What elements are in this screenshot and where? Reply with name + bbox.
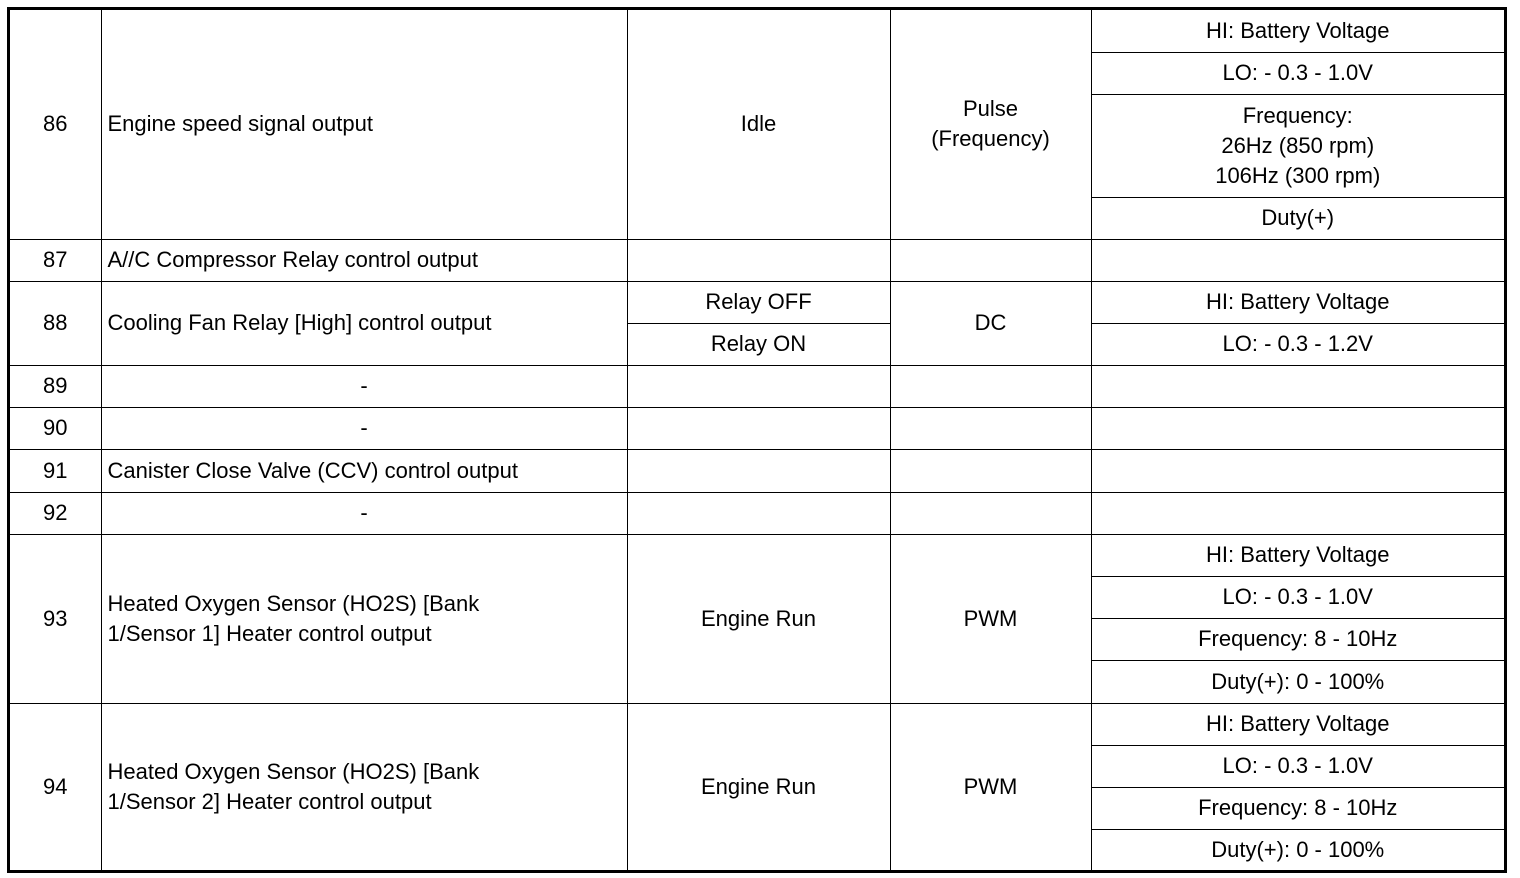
description-line: 1/Sensor 2] Heater control output bbox=[107, 788, 432, 814]
pin-condition bbox=[627, 407, 890, 449]
pin-condition: Engine Run bbox=[627, 703, 890, 870]
value-hi: HI: Battery Voltage bbox=[1091, 281, 1504, 323]
value-duty: Duty(+): 0 - 100% bbox=[1091, 829, 1504, 870]
pin-description bbox=[101, 703, 627, 870]
pin-number: 87 bbox=[10, 239, 101, 281]
pin-value bbox=[1091, 492, 1504, 534]
value-frequency bbox=[1091, 94, 1504, 197]
pin-number: 86 bbox=[10, 10, 101, 239]
pin-signal-type bbox=[890, 365, 1091, 407]
pin-signal-type bbox=[890, 239, 1091, 281]
value-hi: HI: Battery Voltage bbox=[1091, 10, 1504, 52]
pin-signal-type bbox=[890, 407, 1091, 449]
description-line: Heated Oxygen Sensor (HO2S) [Bank bbox=[107, 758, 480, 784]
signal-type-line: (Frequency) bbox=[931, 126, 1050, 152]
pin-condition: Engine Run bbox=[627, 534, 890, 703]
table-row-94 bbox=[10, 703, 1504, 745]
value-lo: LO: - 0.3 - 1.0V bbox=[1091, 745, 1504, 787]
table-row-93 bbox=[10, 534, 1504, 576]
pin-signal-type: DC bbox=[890, 281, 1091, 365]
description-line: Heated Oxygen Sensor (HO2S) [Bank bbox=[107, 590, 480, 616]
pin-description: - bbox=[101, 365, 627, 407]
frequency-value: 26Hz (850 rpm) bbox=[1221, 132, 1375, 158]
pin-number: 93 bbox=[10, 534, 101, 703]
pin-condition: Idle bbox=[627, 10, 890, 239]
value-lo: LO: - 0.3 - 1.0V bbox=[1091, 52, 1504, 94]
signal-type-line: Pulse bbox=[962, 96, 1019, 122]
description-line: 1/Sensor 1] Heater control output bbox=[107, 620, 432, 646]
pin-description bbox=[101, 534, 627, 703]
value-frequency: Frequency: 8 - 10Hz bbox=[1091, 787, 1504, 829]
pin-condition bbox=[627, 449, 890, 492]
pin-description: A//C Compressor Relay control output bbox=[101, 239, 627, 281]
pin-number: 92 bbox=[10, 492, 101, 534]
pin-description: - bbox=[101, 407, 627, 449]
value-hi: HI: Battery Voltage bbox=[1091, 703, 1504, 745]
pin-table-frame bbox=[7, 7, 1507, 873]
pin-condition-off: Relay OFF bbox=[627, 281, 890, 323]
value-lo: LO: - 0.3 - 1.0V bbox=[1091, 576, 1504, 618]
value-duty: Duty(+): 0 - 100% bbox=[1091, 660, 1504, 703]
pin-number: 90 bbox=[10, 407, 101, 449]
value-frequency: Frequency: 8 - 10Hz bbox=[1091, 618, 1504, 660]
pin-condition-on: Relay ON bbox=[627, 323, 890, 365]
pin-condition bbox=[627, 239, 890, 281]
pin-value bbox=[1091, 407, 1504, 449]
frequency-value: 106Hz (300 rpm) bbox=[1215, 162, 1381, 188]
table-row-89 bbox=[10, 365, 1504, 407]
pin-number: 91 bbox=[10, 449, 101, 492]
pin-value bbox=[1091, 449, 1504, 492]
table-row-91 bbox=[10, 449, 1504, 492]
pin-signal-type: PWM bbox=[890, 703, 1091, 870]
pin-value bbox=[1091, 239, 1504, 281]
pin-number: 94 bbox=[10, 703, 101, 870]
ecm-pin-table bbox=[10, 10, 1504, 871]
pin-value bbox=[1091, 365, 1504, 407]
pin-description: Cooling Fan Relay [High] control output bbox=[101, 281, 627, 365]
pin-signal-type bbox=[890, 492, 1091, 534]
pin-condition bbox=[627, 365, 890, 407]
pin-description: Engine speed signal output bbox=[101, 10, 627, 239]
pin-description: - bbox=[101, 492, 627, 534]
pin-number: 88 bbox=[10, 281, 101, 365]
value-duty: Duty(+) bbox=[1091, 197, 1504, 239]
table-row-88 bbox=[10, 281, 1504, 323]
pin-signal-type: PWM bbox=[890, 534, 1091, 703]
value-lo: LO: - 0.3 - 1.2V bbox=[1091, 323, 1504, 365]
pin-signal-type bbox=[890, 449, 1091, 492]
table-row-90 bbox=[10, 407, 1504, 449]
value-hi: HI: Battery Voltage bbox=[1091, 534, 1504, 576]
pin-number: 89 bbox=[10, 365, 101, 407]
pin-condition bbox=[627, 492, 890, 534]
table-row-86 bbox=[10, 10, 1504, 52]
pin-signal-type bbox=[890, 10, 1091, 239]
table-row-87 bbox=[10, 239, 1504, 281]
pin-description: Canister Close Valve (CCV) control output bbox=[101, 449, 627, 492]
table-row-92 bbox=[10, 492, 1504, 534]
frequency-label: Frequency: bbox=[1242, 102, 1353, 128]
